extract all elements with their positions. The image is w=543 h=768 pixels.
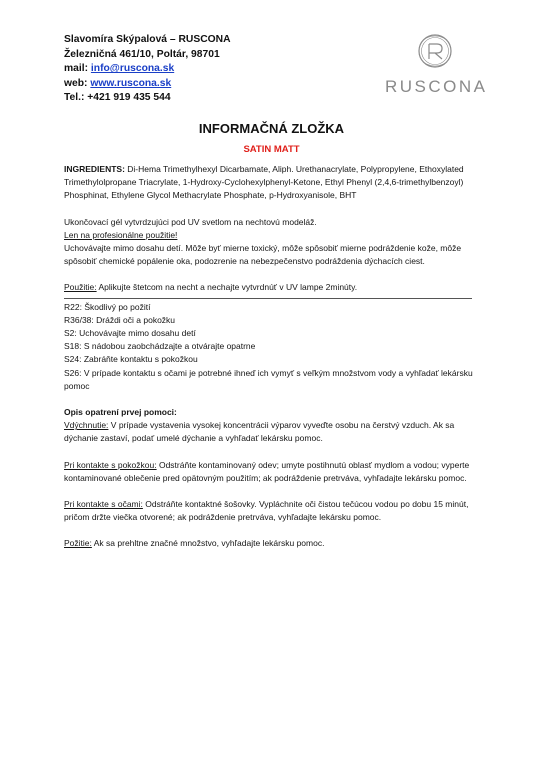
logo-wordmark: RUSCONA (385, 77, 488, 96)
inhalation-text: V prípade vystavenia vysokej koncentrácii výparov vyveďte osobu na čerstvý vzduch. Ak sa dýchanie zastaví, podať umelé dýchanie a vyhľadať lekársku pomoc. (64, 420, 455, 444)
phrase-s18: S18: S nádobou zaobchádzajte a otvárajte opatrne (64, 341, 256, 352)
description-line-1: Ukončovací gél vytvrdzujúci pod UV svetlom na nechtovú modeláž. (64, 216, 317, 227)
company-header (64, 33, 231, 106)
usage-paragraph (64, 281, 484, 294)
ingestion-text: Ak sa prehltne značné množstvo, vyhľadajte lekársku pomoc. (91, 538, 325, 549)
ingredients-text: Di-Hema Trimethylhexyl Dicarbamate, Aliph. Urethanacrylate, Polypropylene, Ethoxylated Trimethylolpropane Triacrylate, 1-Hydroxy-Cyclohexylphenyl-Ketone, Ethyl Phenyl (2,4,6-trimethylbenzoyl) Phosphinat, Ethylene Glycol Methacrylate Phosphate, p-Hydroxyanisole, BHT (64, 164, 464, 201)
company-mail (64, 62, 231, 77)
logo-emblem-icon (385, 30, 485, 76)
usage-text: Aplikujte štetcom na necht a nechajte vytvrdnúť v UV lampe 2minúty. (96, 282, 358, 293)
company-name: Slavomíra Skýpalová – RUSCONA (64, 34, 231, 45)
ingredients-paragraph (64, 163, 484, 203)
skin-contact-text: Odstráňte kontaminovaný odev; umyte postihnutú oblasť mydlom a vodou; vyperte kontaminované oblečenie pred opätovným použitím; ak podráždenie pretrváva, vyhľadajte lekársku pomoc. (64, 459, 470, 483)
skin-contact-label: Pri kontakte s pokožkou: (64, 459, 157, 470)
document-title: INFORMAČNÁ ZLOŽKA (198, 121, 345, 136)
phrase-s26: S26: V prípade kontaktu s očami je potrebné ihneď ich vymyť s veľkým množstvom vody a vyhľadať lekársku pomoc (64, 367, 473, 391)
inhalation-label: Vdýchnutie: (64, 420, 109, 431)
phrase-r22: R22: Škodlivý po požití (64, 301, 151, 312)
web-label: web: (64, 77, 88, 89)
skin-contact-paragraph (64, 459, 484, 485)
phrase-r36-38: R36/38: Dráždi oči a pokožku (64, 314, 176, 325)
section-divider (64, 298, 472, 299)
ruscona-logo (385, 30, 488, 110)
eye-contact-paragraph (64, 498, 484, 524)
mail-label: mail: (64, 63, 89, 75)
web-link[interactable]: www.ruscona.sk (90, 77, 172, 89)
usage-label: Použitie: (64, 282, 97, 293)
mail-link[interactable]: info@ruscona.sk (90, 63, 175, 75)
company-address: Železničná 461/10, Poltár, 98701 (64, 48, 220, 60)
ingestion-paragraph (64, 537, 484, 550)
company-phone: Tel.: +421 919 435 544 (64, 92, 171, 104)
document-body (64, 163, 484, 551)
description-line-2: Len na profesionálne použitie! (64, 229, 178, 240)
phrase-s24: S24: Zabráňte kontaktu s pokožkou (64, 354, 198, 365)
eye-contact-text: Odstráňte kontaktné šošovky. Vypláchnite oči čistou tečúcou vodou po dobu 15 minút, pričom držte viečka otvorené; ak podráždenie pretrváva, vyhľadajte lekársku pomoc. (64, 499, 469, 523)
ingredients-label: INGREDIENTS: (64, 164, 125, 174)
description-line-3: Uchovávajte mimo dosahu detí. Môže byť mierne toxický, môže spôsobiť mierne podráždenie kože, môže spôsobiť chemické popálenie oka, podozrenie na nebezpečenstvo podráždenia dýchacích ciest. (64, 243, 462, 267)
first-aid-heading: Opis opatrení prvej pomoci: (64, 407, 177, 418)
product-name: SATIN MATT (243, 144, 300, 155)
ingestion-label: Požitie: (64, 538, 92, 549)
eye-contact-label: Pri kontakte s očami: (64, 499, 143, 510)
inhalation-paragraph (64, 419, 484, 445)
company-web (64, 77, 231, 92)
phrase-s2: S2: Uchovávajte mimo dosahu detí (64, 328, 196, 339)
